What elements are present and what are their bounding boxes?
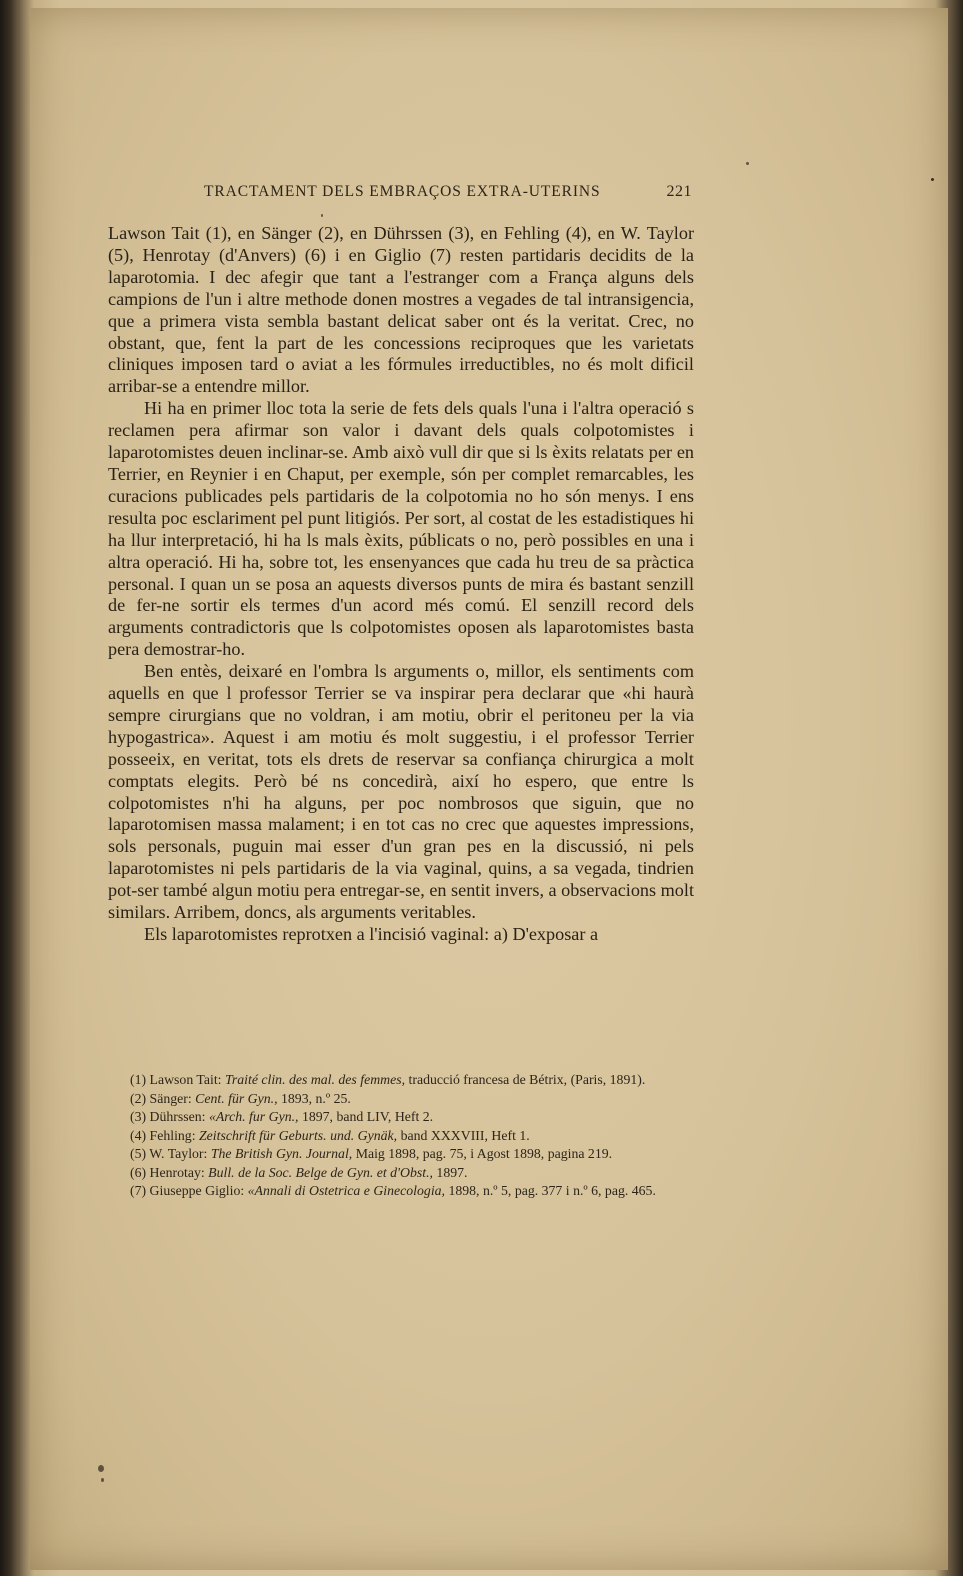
- paragraph: Ben entès, deixaré en l'ombra ls arguments o, millor, els sentiments com aquells en que l professor Terrier se va inspirar pera declarar que «hi haurà sempre cirurgians que no voldran, i am motiu, obrir el peritoneu per la via hypogastrica». Aquest i am motiu és molt suggestiu, i el professor Terrier posseeix, en veritat, tots els drets de reservar sa confiança chirurgica a molt comptats elegits. Però bé ns concedirà, així ho espero, que entre ls colpotomistes n'hi ha alguns, per poc nombrosos que siguin, que no laparotomisen massa malament; i en tot cas no crec que aquestes impressions, sols personals, puguin mai esser d'un gran pes en la discussió, ni pels laparotomistes ni pels partidaris de la via vaginal, quins, a sa vegada, tindrien pot-ser també algun motiu pera entregar-se, en sentit invers, a observacions molt similars. Arribem, doncs, als arguments veritables.: [108, 661, 694, 923]
- footnote-number: (4): [130, 1127, 147, 1143]
- footnote-work: «Annali di Ostetrica e Ginecologia,: [247, 1183, 445, 1198]
- footnote-author: Henrotay:: [149, 1164, 205, 1180]
- footnote-details: 1893, n.º 25.: [281, 1090, 351, 1106]
- footnote-number: (7): [130, 1183, 147, 1198]
- footnote: [102, 1127, 694, 1146]
- footnote: [102, 1108, 694, 1127]
- footnote-author: Sänger:: [149, 1090, 192, 1106]
- footnote-work: «Arch. fur Gyn.,: [208, 1109, 299, 1124]
- footnote-number: (5): [130, 1146, 147, 1161]
- footnote-work: Traité clin. des mal. des femmes,: [224, 1072, 406, 1087]
- ink-speck: [931, 178, 934, 181]
- footnote-work: The British Gyn. Journal,: [210, 1146, 353, 1161]
- paper-speck: [746, 162, 749, 165]
- running-head: [108, 183, 692, 205]
- paragraph: Hi ha en primer lloc tota la serie de fets dels quals l'una i l'altra operació s reclamen pera afirmar son valor i davant dels quals colpotomistes i laparotomistes deuen inclinar-se. Amb això vull dir que si ls èxits relatats per en Terrier, en Reynier i en Chaput, per exemple, són per complet remarcables, les curacions publicades pels partidaris de la colpotomia no ho són menys. I ens resulta poc esclariment pel punt litigiós. Per sort, al costat de les estadistiques hi ha llur interpretació, hi ha ls mals èxits, públicats o no, però possibles en una i altra operació. Hi ha, sobre tot, les ensenyances que cada hu treu de sa pràctica personal. I quan un se posa an aquests diversos punts de mira és bastant senzill de fer-ne sortir els termes d'un acord més comú. El senzill record dels arguments contradictoris que ls colpotomistes oposen als laparotomistes basta pera demostrar-ho.: [108, 398, 694, 660]
- footnote-details: 1897.: [436, 1164, 468, 1180]
- footnote-number: (2): [130, 1090, 147, 1106]
- footnote-number: (6): [130, 1164, 147, 1180]
- footnote: [102, 1164, 694, 1183]
- footnote: [102, 1182, 694, 1201]
- footnote-work: Cent. für Gyn.,: [195, 1090, 278, 1106]
- footnote-details: 1897, band LIV, Heft 2.: [301, 1109, 434, 1124]
- footnote-work: Zeitschrift für Geburts. und. Gynäk,: [199, 1127, 398, 1143]
- footnote-author: Lawson Tait:: [149, 1072, 222, 1087]
- paragraph: Lawson Tait (1), en Sänger (2), en Dührssen (3), en Fehling (4), en W. Taylor (5), Henrotay (d'Anvers) (6) i en Giglio (7) resten partidaris decidits de la laparotomia. I dec afegir que tant a l'estranger com a França alguns dels campions de l'un i altre methode donen mostres a vegades de tal intransigencia, que a primera vista sembla bastant delicat saber ont és la veritat. Crec, no obstant, que, fent la part de les concessions reciproques que les varietats cliniques imposen tard o aviat a les fórmules irreductibles, no és molt dificil arribar-se a entendre millor.: [108, 223, 694, 397]
- page-number: 221: [666, 183, 692, 200]
- footnote-author: W. Taylor:: [149, 1146, 208, 1161]
- running-title: TRACTAMENT DELS EMBRAÇOS EXTRA-UTERINS: [204, 183, 601, 200]
- footnote-details: 1898, n.º 5, pag. 377 i n.º 6, pag. 465.: [448, 1183, 656, 1198]
- footnote-number: (1): [130, 1072, 147, 1087]
- paper-speck: [101, 1478, 104, 1482]
- paper-speck: [321, 214, 323, 217]
- footnote-author: Giuseppe Giglio:: [149, 1183, 245, 1198]
- paper-speck: [98, 1465, 104, 1472]
- footnote: [102, 1071, 694, 1090]
- footnote: [102, 1090, 694, 1109]
- footnote: [102, 1145, 694, 1164]
- body-text: [108, 223, 694, 946]
- footnote-number: (3): [130, 1109, 147, 1124]
- book-spine: [0, 0, 18, 1576]
- footnote-details: Maig 1898, pag. 75, i Agost 1898, pagina 219.: [355, 1146, 613, 1161]
- footnote-work: Bull. de la Soc. Belge de Gyn. et d'Obst.,: [208, 1164, 433, 1180]
- footnote-details: band XXXVIII, Heft 1.: [400, 1127, 530, 1143]
- footnote-author: Dührssen:: [149, 1109, 206, 1124]
- footnotes: [102, 1071, 694, 1201]
- paragraph: Els laparotomistes reprotxen a l'incisió vaginal: a) D'exposar a: [144, 924, 599, 944]
- footnote-details: traducció francesa de Bétrix, (Paris, 1891).: [408, 1072, 646, 1087]
- footnote-author: Fehling:: [149, 1127, 196, 1143]
